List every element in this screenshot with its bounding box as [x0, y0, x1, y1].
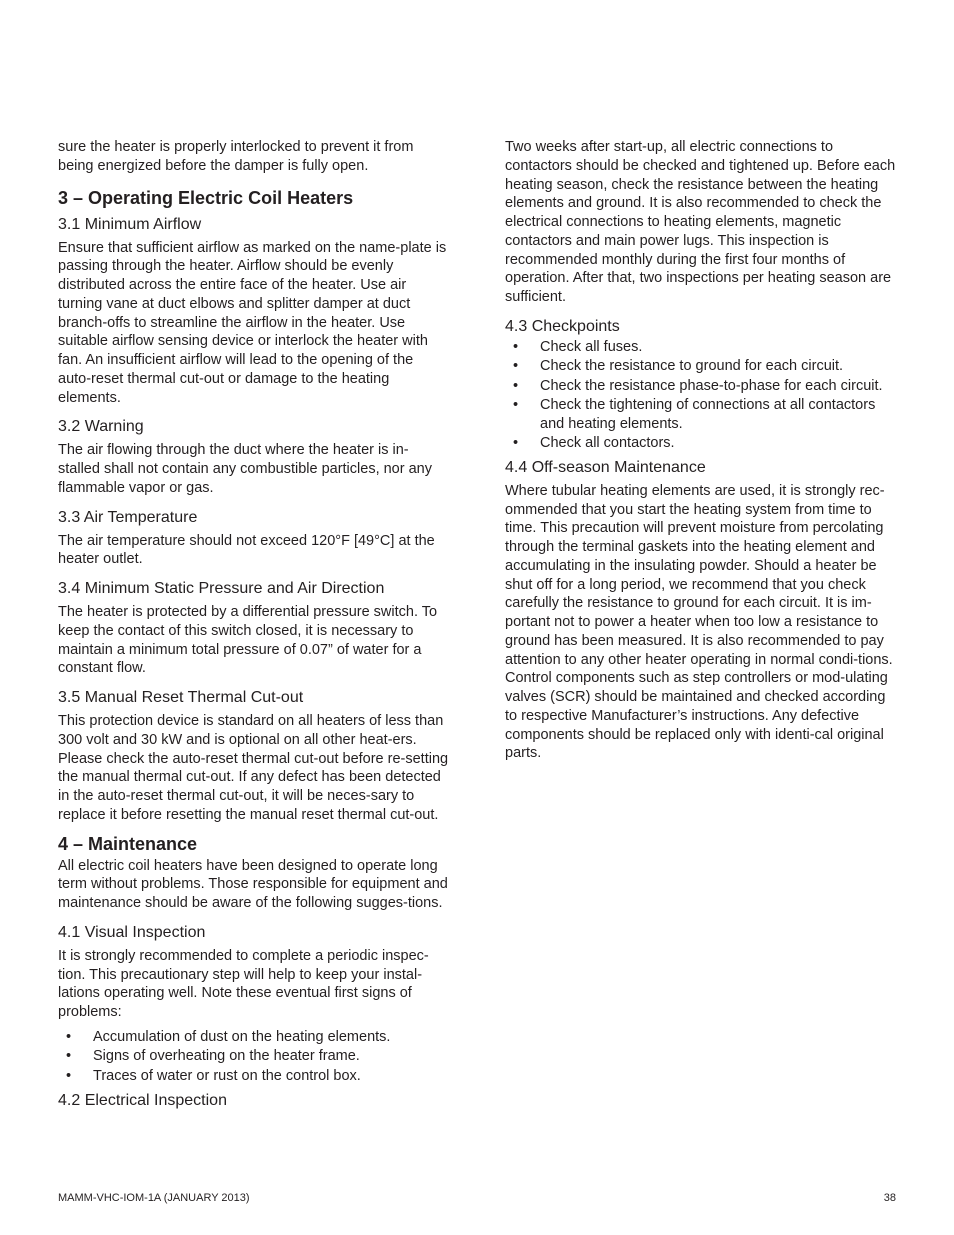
section-4-4-heading: 4.4 Off-season Maintenance: [505, 458, 706, 476]
right-column: [505, 138, 900, 763]
list-item: • Check all fuses.: [505, 338, 900, 358]
section-3-4-text: The heater is protected by a differential pressure switch. To keep the contact of this switch closed, it is necessary to maintain a minimum total pressure of 0.07” of water for a constant flow.: [58, 604, 438, 677]
section-4-4-text: Where tubular heating elements are used, it is strongly rec-ommended that you start the heating system from time to time. This precaution will prevent moisture from percolating through the terminal gaskets into the heating element and accumulating in the insulating powder. Should a heater be shut off for a long period, we recommend that you check carefully the resistance to ground for each circuit. It is im-portant not to power a heater when too low a resistance to ground has been measured. It is also recommended to pay attention to any other heater operating in normal condi-tions. Control components such as step controllers or mod-ulating valves (SCR) should be maintained and checked according to respective Manufacturer’s instructions. Any defective components should be replaced only with identi-cal original parts.: [505, 482, 893, 762]
page-number: 38: [883, 1192, 896, 1204]
section-3-2-text: The air flowing through the duct where the heater is in-stalled shall not contain any combustible particles, nor any flammable vapor or gas.: [58, 442, 432, 496]
section-3-heading: 3 – Operating Electric Coil Heaters: [58, 187, 354, 208]
section-4-3-heading: 4.3 Checkpoints: [505, 317, 620, 335]
section-3-5-heading: 3.5 Manual Reset Thermal Cut-out: [58, 689, 304, 706]
list-item: • Check the resistance phase-to-phase for each circuit.: [505, 377, 900, 397]
section-3-4-heading: 3.4 Minimum Static Pressure and Air Direction: [58, 580, 385, 597]
section-3-3-text: The air temperature should not exceed 120°F [49°C] at the heater outlet.: [58, 532, 435, 568]
list-item: • Check the resistance to ground for each circuit.: [505, 357, 900, 377]
section-4-1-heading: 4.1 Visual Inspection: [58, 923, 206, 941]
section-3-3-heading: 3.3 Air Temperature: [58, 508, 198, 526]
section-3-1-text: Ensure that sufficient airflow as marked on the name-plate is passing through the heater. Airflow should be evenly distributed across the entire face of the heater. Use air turning vane at duct elbows and splitter damper at duct branch-offs to streamline the airflow in the heater. Use suitable airflow sensing device or interlock the heater with fan. An insufficient airflow will lead to the opening of the auto-reset thermal cut-out or damage to the heating elements.: [58, 239, 447, 406]
section-4-heading: 4 – Maintenance: [58, 833, 198, 854]
list-item: • Check the tightening of connections at all contactors and heating elements.: [505, 396, 900, 434]
left-column: [58, 138, 450, 1111]
section-4-1-text: It is strongly recommended to complete a periodic inspec-tion. This precautionary step will help to keep your instal-lations operating well. Note these eventual first signs of problems:: [58, 947, 429, 1020]
list-item: • Traces of water or rust on the control box.: [58, 1067, 450, 1087]
section-4-text: All electric coil heaters have been designed to operate long term without problems. Those responsible for equipment and maintenance should be aware of the following sugges-tions.: [58, 857, 448, 911]
checkpoints-list: [505, 338, 900, 454]
list-item: • Accumulation of dust on the heating elements.: [58, 1028, 450, 1048]
section-4-2-heading: 4.2 Electrical Inspection: [58, 1092, 227, 1110]
section-3-2-heading: 3.2 Warning: [58, 418, 144, 436]
section-3-5-text: This protection device is standard on all heaters of less than 300 volt and 30 kW and is optional on all other heat-ers. Please check the auto-reset thermal cut-out before re-setting the manual thermal cut-out. If any defect has been detected in the auto-reset thermal cut-out, it will be neces-sary to replace it before resetting the manual reset thermal cut-out.: [58, 713, 449, 823]
list-item: • Signs of overheating on the heater frame.: [58, 1047, 450, 1067]
document-id: MAMM-VHC-IOM-1A (JANUARY 2013): [58, 1192, 250, 1204]
section-3-1-heading: 3.1 Minimum Airflow: [58, 215, 202, 233]
visual-inspection-list: [58, 1028, 450, 1087]
section-4-2-text: Two weeks after start-up, all electric connections to contactors should be checked and tightened up. Before each heating season, check the resistance between the heating elements and ground. It is also recommended to check the electrical connections to heating elements, magnetic contactors and main power lugs. This inspection is recommended monthly during the first four months of operation. After that, two inspections per heating season are sufficient.: [505, 139, 896, 305]
list-item: • Check all contactors.: [505, 434, 900, 454]
intro-paragraph: sure the heater is properly interlocked to prevent it from being energized before the damper is fully open.: [58, 139, 414, 174]
